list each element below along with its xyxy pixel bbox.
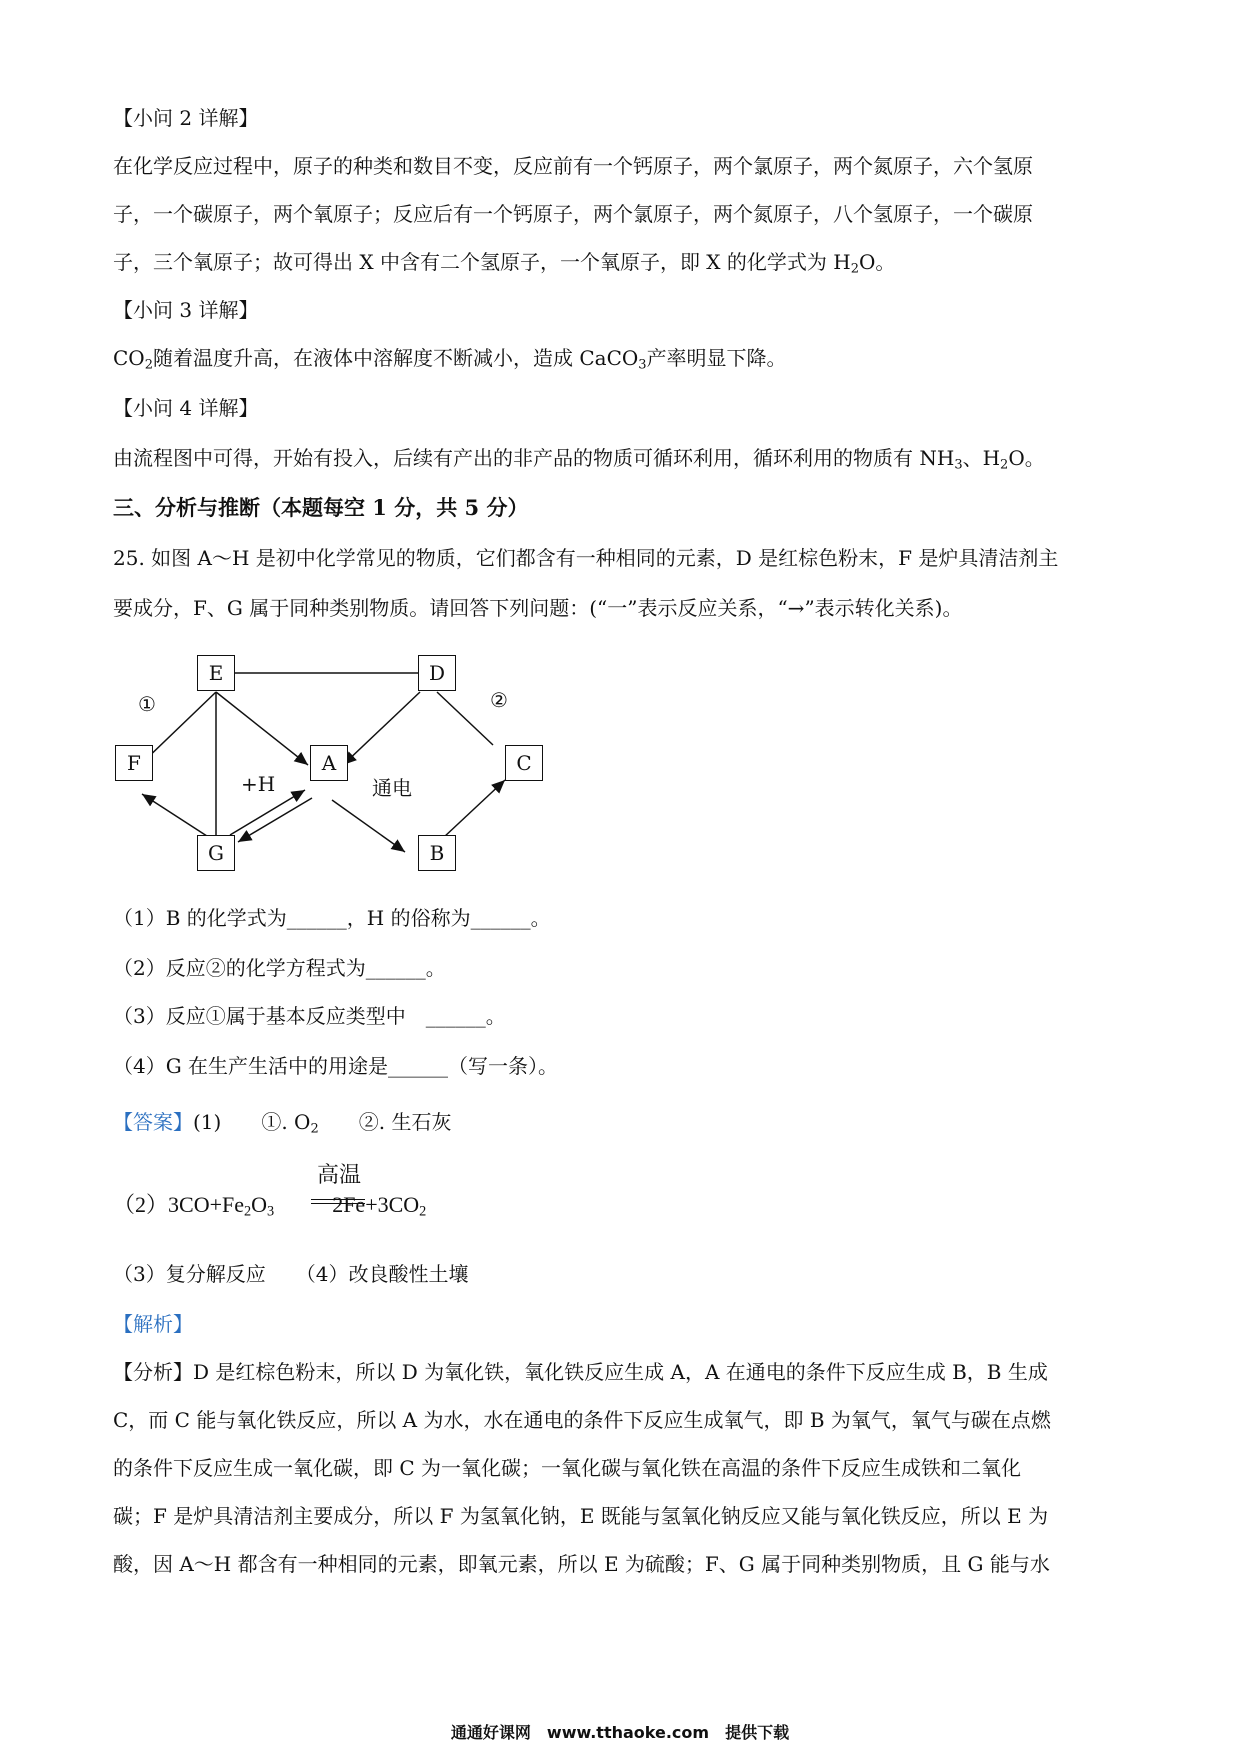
q2-header: 【小问 2 详解】 [113, 106, 259, 130]
page-footer: 通通好课网 www.tthaoke.com 提供下载 [450, 1723, 790, 1742]
analysis-tag: 【解析】 [113, 1312, 193, 1336]
question25-line1: 25. 如图 A～H 是初中化学常见的物质，它们都含有一种相同的元素，D 是红棕色粉末，F 是炉具清洁剂主 [113, 546, 1059, 570]
node-a: A [310, 745, 348, 781]
sub-question-2: （2）反应②的化学方程式为______。 [113, 956, 446, 980]
analysis-line1: 【分析】D 是红棕色粉末，所以 D 为氧化铁，氧化铁反应生成 A，A 在通电的条件下反应生成 B，B 生成 [113, 1360, 1048, 1384]
reaction-label-2: ② [490, 688, 508, 712]
sub-question-4: （4）G 在生产生活中的用途是______（写一条）。 [113, 1054, 559, 1078]
node-d: D [418, 655, 456, 691]
node-c: C [505, 745, 543, 781]
equation-equal-bar-2 [311, 1203, 365, 1204]
q3-paragraph: $CO_2$随着温度升高，在液体中溶解度不断减小，造成 CaCO$_3$产率明显下降。 [113, 346, 787, 373]
q4-header: 【小问 4 详解】 [113, 396, 259, 420]
analysis-line4: 碳；F 是炉具清洁剂主要成分，所以 F 为氢氧化钠，E 既能与氢氧化钠反应又能与氧化铁反应，所以 E 为 [113, 1504, 1049, 1528]
analysis-line5: 酸，因 A～H 都含有一种相同的元素，即氧元素，所以 E 为硫酸；F、G 属于同种类别物质，且 G 能与水 [113, 1552, 1050, 1576]
equation-condition: 高温 [316, 1162, 361, 1187]
q2-paragraph-line2: 子，一个碳原子，两个氧原子；反应后有一个钙原子，两个氯原子，两个氮原子，八个氢原子，一个碳原 [113, 202, 1033, 226]
q4-paragraph: 由流程图中可得，开始有投入，后续有产出的非产品的物质可循环利用，循环利用的物质有 $NH_3$、$H_2O$。 [113, 446, 1045, 473]
sub-question-1: （1）B 的化学式为______，H 的俗称为______。 [113, 906, 551, 930]
node-e: E [197, 655, 235, 691]
analysis-line3: 的条件下反应生成一氧化碳，即 C 为一氧化碳；一氧化碳与氧化铁在高温的条件下反应生成铁和二氧化 [113, 1456, 1022, 1480]
reaction-diagram [100, 640, 560, 880]
node-g: G [197, 835, 235, 871]
answer-line3: （3）复分解反应 （4）改良酸性土壤 [113, 1262, 469, 1286]
q2-paragraph-line1: 在化学反应过程中，原子的种类和数目不变，反应前有一个钙原子，两个氯原子，两个氮原子，六个氢原 [113, 154, 1033, 178]
answer-equation: $(2)3CO+Fe_2O_3$ $2Fe+3CO_2$ 高温 [113, 1188, 426, 1221]
question25-line2: 要成分，F、G 属于同种类别物质。请回答下列问题：(“一”表示反应关系，“→”表示转化关系)。 [113, 596, 963, 620]
node-f: F [115, 745, 153, 781]
q3-header: 【小问 3 详解】 [113, 298, 259, 322]
label-plus-h: +H [241, 772, 276, 796]
answer-tag: 【答案】 [113, 1110, 193, 1134]
analysis-line2: C，而 C 能与氧化铁反应，所以 A 为水，水在通电的条件下反应生成氧气，即 B 为氧气，氧气与碳在点燃 [113, 1408, 1051, 1432]
part3-title: 三、分析与推断（本题每空 1 分，共 5 分） [113, 495, 529, 520]
node-b: B [418, 835, 456, 871]
q2-paragraph-line3: 子，三个氧原子；故可得出 X 中含有二个氢原子，一个氧原子，即 X 的化学式为 $H_2O$。 [113, 250, 896, 277]
reaction-label-1: ① [138, 692, 156, 716]
answer-line1: 【答案】(1) ①. $O_2$ ②. 生石灰 [113, 1110, 452, 1137]
equation-equal-bar [311, 1199, 365, 1200]
label-electrolysis: 通电 [372, 776, 412, 800]
sub-question-3: （3）反应①属于基本反应类型中 ______。 [113, 1004, 506, 1028]
